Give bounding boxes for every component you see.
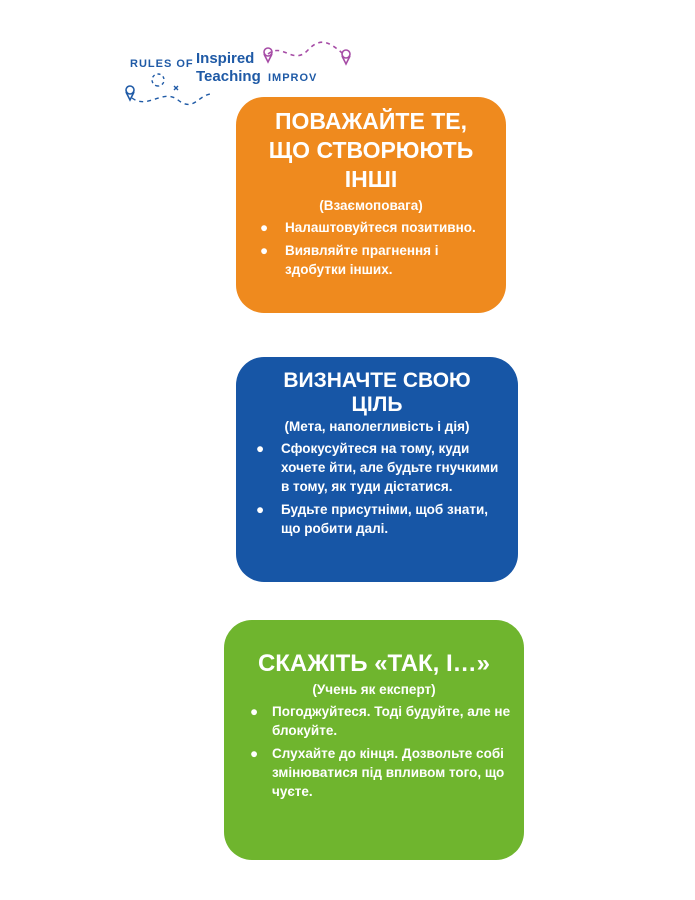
location-pin-icon bbox=[264, 48, 272, 62]
logo-rules-of: RULES OF bbox=[130, 58, 194, 70]
rule-card-yes-and bbox=[224, 620, 524, 860]
card-title: СКАЖІТЬ «ТАК, І…» bbox=[257, 650, 491, 677]
logo-improv: IMPROV bbox=[268, 72, 318, 84]
bullet-icon: ● bbox=[256, 441, 265, 456]
list-item-text: Слухайте до кінця. Дозвольте собі змінюватися під впливом того, що чуєте. bbox=[272, 746, 505, 799]
list-item-text: Налаштовуйтеся позитивно. bbox=[285, 220, 476, 235]
bullet-list bbox=[236, 218, 506, 279]
bullet-list bbox=[224, 702, 524, 801]
list-item bbox=[256, 500, 506, 538]
card-title: ПОВАЖАЙТЕ ТЕ, ЩО СТВОРЮЮТЬ ІНШІ bbox=[268, 108, 474, 192]
bullet-icon: ● bbox=[256, 502, 265, 517]
logo-inspired: Inspired bbox=[196, 50, 255, 67]
card-subtitle: (Учень як експерт) bbox=[312, 682, 436, 697]
rule-card-respect bbox=[236, 97, 506, 313]
card-title: ВИЗНАЧТЕ СВОЮ ЦІЛЬ bbox=[283, 369, 471, 416]
card-subtitle: (Мета, наполегливість і дія) bbox=[284, 419, 470, 434]
list-item-text: Погоджуйтеся. Тоді будуйте, але не блокуйте. bbox=[272, 704, 511, 738]
list-item bbox=[256, 439, 506, 496]
list-item-text: Будьте присутніми, щоб знати, що робити далі. bbox=[281, 502, 489, 536]
list-item bbox=[250, 702, 514, 740]
list-item bbox=[260, 218, 492, 237]
logo-teaching: Teaching bbox=[196, 68, 261, 85]
rule-card-goal bbox=[236, 357, 518, 582]
list-item-text: Сфокусуйтеся на тому, куди хочете йти, але будьте гнучкими в тому, як туди дістатися. bbox=[281, 441, 499, 494]
card-subtitle: (Взаємоповага) bbox=[319, 198, 423, 213]
list-item bbox=[250, 744, 514, 801]
bullet-icon: ● bbox=[260, 243, 269, 258]
bullet-icon: ● bbox=[250, 704, 259, 719]
bullet-icon: ● bbox=[260, 220, 269, 235]
list-item-text: Виявляйте прагнення і здобутки інших. bbox=[285, 243, 439, 277]
location-pin-icon bbox=[342, 50, 350, 64]
bullet-list bbox=[236, 439, 518, 538]
list-item bbox=[260, 241, 492, 279]
bullet-icon: ● bbox=[250, 746, 259, 761]
